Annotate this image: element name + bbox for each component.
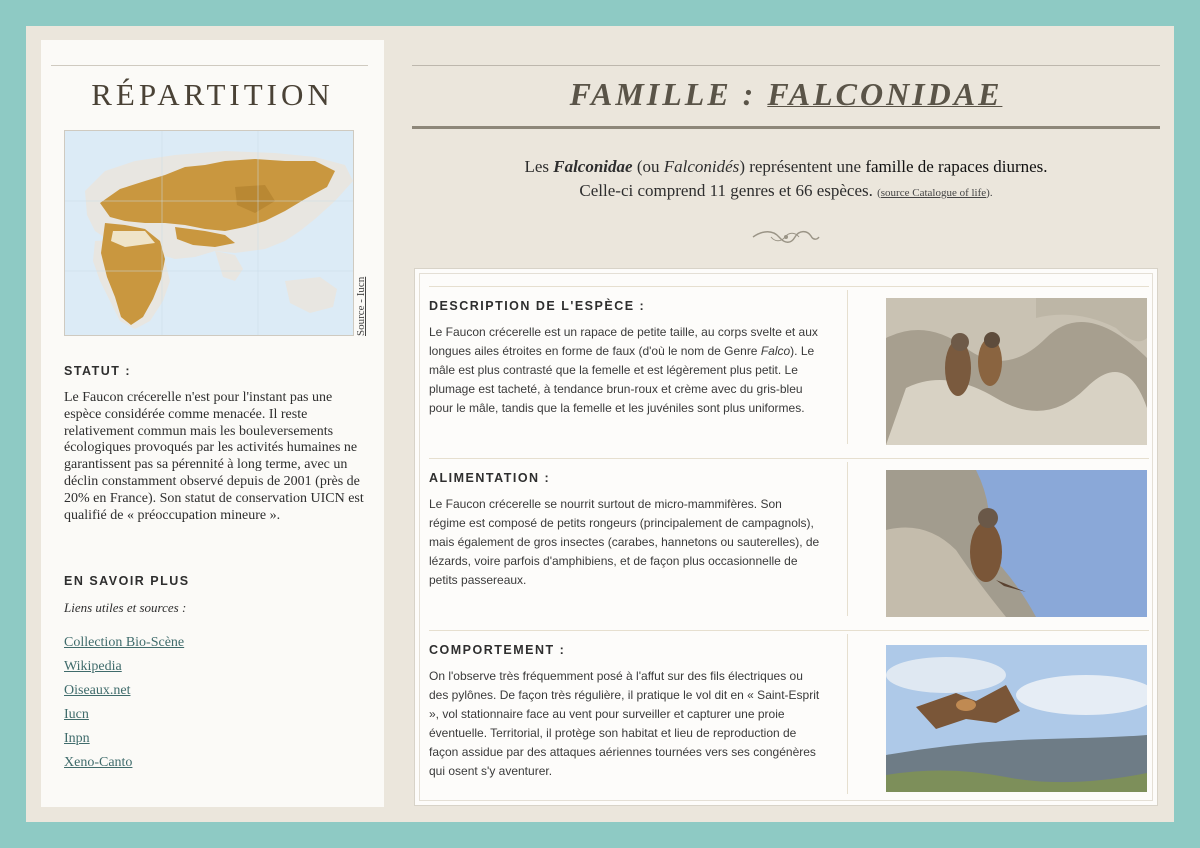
title-family[interactable]: FALCONIDAE xyxy=(767,76,1003,112)
link-xeno-canto[interactable]: Xeno-Canto xyxy=(64,755,133,770)
section-rule xyxy=(429,630,1149,631)
link-item xyxy=(64,659,184,683)
title-prefix: FAMILLE : xyxy=(569,76,768,112)
falconidae-term: Falconidae xyxy=(553,157,633,176)
sidebar-title: RÉPARTITION xyxy=(91,77,334,112)
link-item xyxy=(64,707,184,731)
photo-kestrels-perched xyxy=(886,298,1147,445)
link-inpn[interactable]: Inpn xyxy=(64,731,90,746)
link-item xyxy=(64,731,184,755)
section-heading: DESCRIPTION DE L'ESPÈCE : xyxy=(429,299,646,313)
section-rule xyxy=(429,286,1149,287)
famille-term: famille de rapaces diurnes. xyxy=(865,157,1048,176)
section-text: On l'observe très fréquemment posé à l'affut sur des fils électriques ou des pylônes. De façon très régulière, il pratique le vol dit en « Saint-Esprit », vol stationnaire face au vent pour surveiller et capturer une proie éventuelle. Territorial, il protège son habitat et lieu de reproduction de façon assidue par des attaques aériennes tournées vers ses congénères qui osent s'y aventurer. xyxy=(429,669,820,778)
intro-text: Les Falconidae (ou Falconidés) représentent une famille de rapaces diurnes. Celle-ci comprend 11 genres et 66 espèces. (source Catalogue of life). xyxy=(524,157,1048,200)
source-catalogue-link[interactable]: source Catalogue of life xyxy=(880,187,987,199)
section-divider xyxy=(847,462,848,616)
sidebar xyxy=(41,40,384,807)
distribution-map xyxy=(64,130,354,336)
section-divider xyxy=(847,634,848,794)
section-heading: ALIMENTATION : xyxy=(429,471,551,485)
page-title xyxy=(412,76,1160,113)
header-top-rule xyxy=(412,65,1160,66)
section-rule xyxy=(429,458,1149,459)
section-text: Le Faucon crécerelle se nourrit surtout de micro-mammifères. Son régime est composé de petits rongeurs (principalement de campagnols), mais également de gros insectes (carabes, hannetons ou sauterelles), de lézards, voire parfois d'amphibiens, et de façon plus occasionnelle de petits passereaux. xyxy=(429,497,820,587)
content-inner-border xyxy=(419,273,1153,801)
section-comportement xyxy=(429,630,1149,800)
savoir-plus-heading: EN SAVOIR PLUS xyxy=(64,574,190,588)
link-item xyxy=(64,683,184,707)
link-iucn[interactable]: Iucn xyxy=(64,707,89,722)
statut-text: Le Faucon crécerelle n'est pour l'instant pas une espèce considérée comme menacée. Il reste relativement commun mais les bouleversements écologiques provoqués par les activités humaines ne garantissent pas sa pérennité à long terme, avec un déclin constamment observé depuis de 2001 (près de 20% en France). Son statut de conservation UICN est qualifié de « préoccupation mineure ». xyxy=(64,390,364,523)
header-bottom-rule xyxy=(412,126,1160,129)
liens-subtitle: Liens utiles et sources : xyxy=(64,600,187,615)
section-text: Le Faucon crécerelle est un rapace de petite taille, au corps svelte et aux longues ailes étroites en forme de faux (d'où le nom de Genre Falco). Le mâle est plus contrasté que la femelle et est légèrement plus petit. Le plumage est tacheté, à tendance brun-roux et crème avec du gris-bleu pour le mâle, tandis que la femelle et les juvéniles sont plus uniformes. xyxy=(429,325,818,415)
photo-kestrel-with-prey xyxy=(886,470,1147,617)
section-heading: COMPORTEMENT : xyxy=(429,643,566,657)
link-wikipedia[interactable]: Wikipedia xyxy=(64,659,122,674)
sidebar-top-rule xyxy=(51,65,368,66)
link-item xyxy=(64,635,184,659)
section-description xyxy=(429,286,1149,446)
species-content-box xyxy=(414,268,1158,806)
links-list xyxy=(64,635,184,779)
link-bio-scene[interactable]: Collection Bio-Scène xyxy=(64,635,185,650)
section-alimentation xyxy=(429,458,1149,618)
statut-heading: STATUT : xyxy=(64,364,132,378)
map-source-caption[interactable]: Source - Iucn xyxy=(355,276,367,336)
link-oiseaux[interactable]: Oiseaux.net xyxy=(64,683,131,698)
photo-kestrel-flying xyxy=(886,645,1147,792)
section-divider xyxy=(847,290,848,444)
link-item xyxy=(64,755,184,779)
flourish-ornament-icon xyxy=(751,226,821,248)
